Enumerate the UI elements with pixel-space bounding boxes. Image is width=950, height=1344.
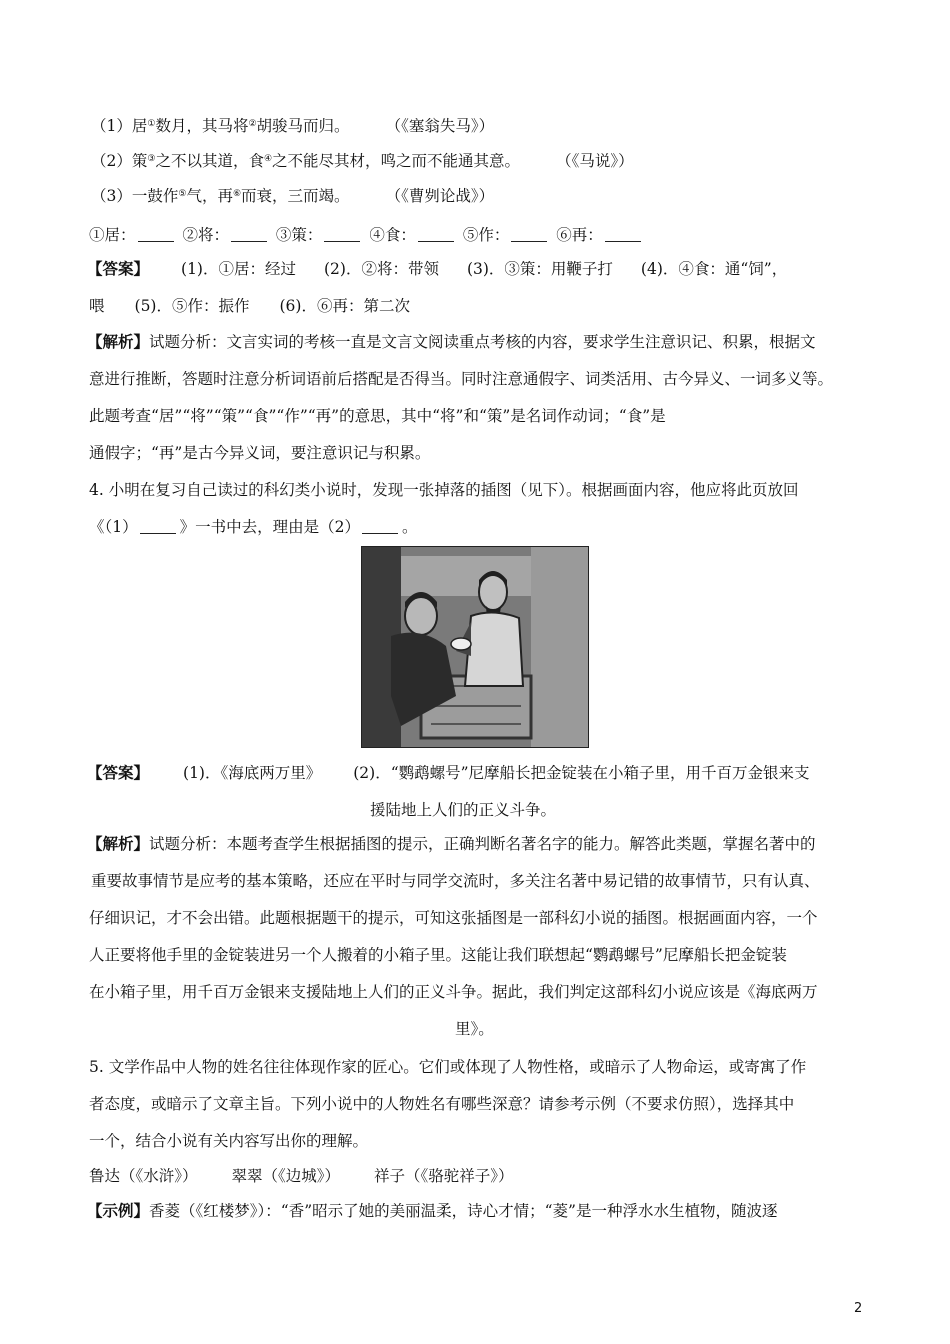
analysis-line: 重要故事情节是应考的基本策略，还应在平时与同学交流时，多关注名著中易记错的故事情节，只有认真、 [91,872,820,890]
sentence-3: （3）一鼓作⑤气，再⑥而衰，三而竭。 （《曹刿论战》） [91,187,495,205]
illustration-image [361,546,589,748]
answer-blank [140,519,176,534]
question-5-text: 者态度，或暗示了文章主旨。下列小说中的人物姓名有哪些深意？请参考示例（不要求仿照），选择其中 [89,1095,795,1113]
analysis-line: 此题考查“居”“将”“策”“食”“作”“再”的意思，其中“将”和“策”是名词作动词；“食”是 [89,407,666,425]
shelf-shape [401,556,531,596]
answer-blank [231,227,267,242]
sentence-2: （2）策③之不以其道，食④之不能尽其材，鸣之而不能通其意。 （《马说》） [91,152,634,170]
analysis-line: 仔细识记，才不会出错。此题根据题干的提示，可知这张插图是一部科幻小说的插图。根据画面内容，一个 [89,909,818,927]
analysis-line: 【解析】试题分析：文言实词的考核一直是文言文阅读重点考核的内容，要求学生注意识记、积累，根据文 [87,332,816,351]
analysis-label: 【解析】 [87,332,150,351]
answer-block-line2: 援陆地上人们的正义斗争。 [370,801,557,819]
wall-shape [531,546,589,748]
example-line: 【示例】香菱（《红楼梦》）：“香”昭示了她的美丽温柔，诗心才情；“菱”是一种浮水水生植物，随波逐 [87,1201,778,1220]
gold-ingot-shape [451,638,471,650]
character-names-list: 鲁达（《水浒》） 翠翠（《边城》） 祥子（《骆驼祥子》） [89,1167,514,1185]
answer-blank [138,227,174,242]
answer-blank [362,519,398,534]
question-4-text: 4. 小明在复习自己读过的科幻类小说时，发现一张掉落的插图（见下）。根据画面内容，他应将此页放回 [89,481,799,499]
answer-label: 【答案】 [87,763,150,782]
fill-blanks-line: ①居： ②将： ③策： ④食： ⑤作： ⑥再： [89,225,645,245]
source-title: （《曹刿论战》） [385,187,495,205]
analysis-label: 【解析】 [87,834,150,853]
analysis-line: 【解析】试题分析：本题考查学生根据插图的提示，正确判断名著名字的能力。解答此类题，掌握名著中的 [87,834,816,853]
answer-block-line2: 喂 (5)．⑤作：振作 (6)．⑥再：第二次 [89,297,410,315]
analysis-line: 通假字；“再”是古今异义词，要注意识记与积累。 [89,444,431,462]
answer-block: 【答案】 (1)．①居：经过 (2)．②将：带领 (3)．③策：用鞭子打 (4)．④食：通“饲”， [87,259,788,278]
answer-label: 【答案】 [87,259,150,278]
analysis-line: 里》。 [455,1020,494,1038]
answer-blank [511,227,547,242]
analysis-line: 在小箱子里，用千百万金银来支援陆地上人们的正义斗争。据此，我们判定这部科幻小说应该是《海底两万 [89,983,818,1001]
example-label: 【示例】 [87,1201,150,1220]
answer-block: 【答案】 (1)．《海底两万里》 (2)．“鹦鹉螺号”尼摩船长把金锭装在小箱子里，用千百万金银来支 [87,763,810,782]
source-title: （《马说》） [556,152,634,170]
page-number: 2 [854,1301,863,1316]
analysis-line: 人正要将他手里的金锭装进另一个人搬着的小箱子里。这能让我们联想起“鹦鹉螺号”尼摩船长把金锭装 [89,946,787,964]
sentence-1: （1）居①数月，其马将②胡骏马而归。 （《塞翁失马》） [91,117,495,135]
man-right-body [465,612,523,686]
question-4-text-line2: 《（1） 》一书中去，理由是（2） 。 [89,518,418,536]
answer-blank [605,227,641,242]
man-left-head [405,597,437,635]
source-title: （《塞翁失马》） [385,117,495,135]
question-5-text: 一个，结合小说有关内容写出你的理解。 [89,1132,369,1150]
analysis-line: 意进行推断，答题时注意分析词语前后搭配是否得当。同时注意通假字、词类活用、古今异义、一词多义等。 [89,370,834,388]
answer-blank [418,227,454,242]
question-5-text: 5. 文学作品中人物的姓名往往体现作家的匠心。它们或体现了人物性格，或暗示了人物命运，或寄寓了作 [89,1058,807,1076]
answer-blank [324,227,360,242]
